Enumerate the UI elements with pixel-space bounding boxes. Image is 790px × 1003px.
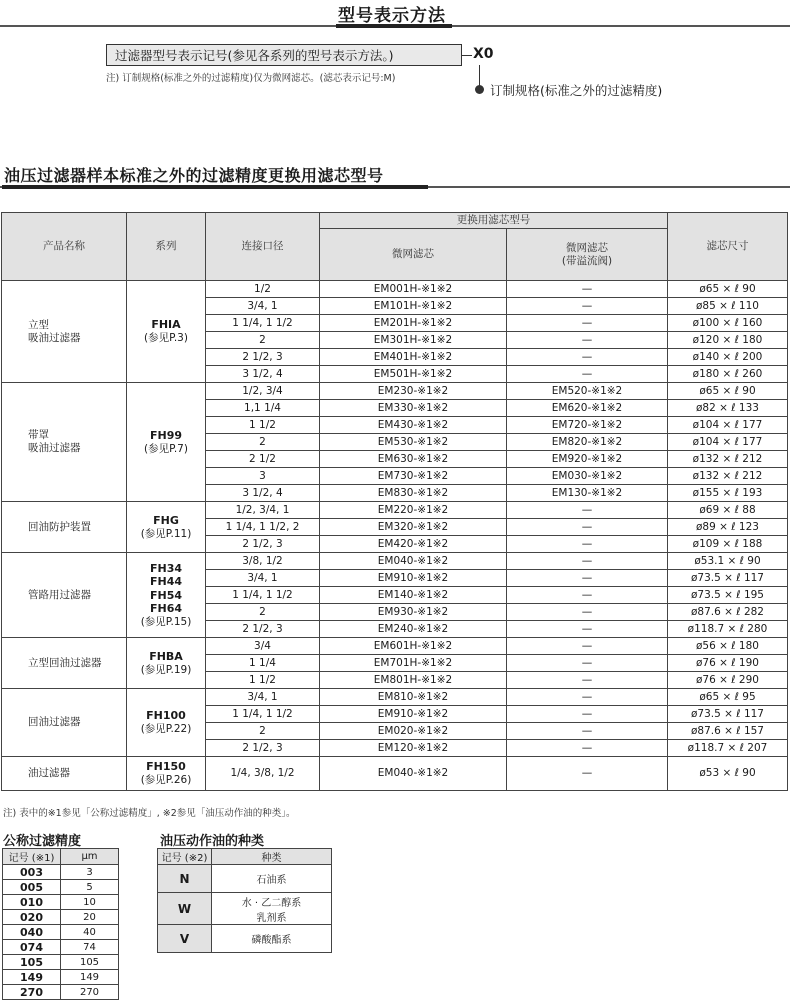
bypass-element-model: — [507, 604, 668, 621]
connector-dash [462, 55, 472, 56]
table-row [3, 940, 119, 955]
oil-code: N [158, 865, 212, 893]
port-size: 1 1/4, 1 1/2 [206, 315, 320, 332]
element-size: ø53 × ℓ 90 [668, 757, 788, 791]
oil-code: V [158, 925, 212, 953]
table-row [158, 865, 332, 893]
micro-element-model: EM501H-※1※2 [320, 366, 507, 383]
table-row [3, 985, 119, 1000]
micro-element-model: EM730-※1※2 [320, 468, 507, 485]
element-size: ø100 × ℓ 160 [668, 315, 788, 332]
element-size: ø65 × ℓ 90 [668, 383, 788, 400]
oil-header-code: 记号 (※2) [158, 849, 212, 865]
element-size: ø132 × ℓ 212 [668, 451, 788, 468]
port-size: 1,1 1/4 [206, 400, 320, 417]
element-size: ø132 × ℓ 212 [668, 468, 788, 485]
element-size: ø76 × ℓ 290 [668, 672, 788, 689]
model-note: 注) 订制规格(标准之外的过滤精度)仅为微网滤芯。(滤芯表示记号:M) [106, 73, 396, 84]
bypass-element-model: — [507, 689, 668, 706]
accuracy-micron: 3 [61, 865, 119, 880]
oil-code: W [158, 893, 212, 925]
port-size: 1 1/2 [206, 672, 320, 689]
page-reference: (参见P.15) [140, 615, 192, 628]
element-size: ø85 × ℓ 110 [668, 298, 788, 315]
col-header-micro-bypass: 微网滤芯 (带溢流阀) [507, 229, 668, 281]
element-size: ø104 × ℓ 177 [668, 434, 788, 451]
micro-element-model: EM020-※1※2 [320, 723, 507, 740]
element-size: ø87.6 × ℓ 157 [668, 723, 788, 740]
micro-element-model: EM801H-※1※2 [320, 672, 507, 689]
table-row [3, 925, 119, 940]
table-row [2, 502, 788, 519]
col-header-size: 滤芯尺寸 [668, 213, 788, 281]
bypass-element-model: — [507, 315, 668, 332]
product-name: 回油过滤器 [2, 689, 127, 757]
element-size: ø65 × ℓ 90 [668, 281, 788, 298]
replacement-element-table [1, 212, 788, 791]
table-row [3, 955, 119, 970]
port-size: 1/4, 3/8, 1/2 [206, 757, 320, 791]
micro-element-model: EM930-※1※2 [320, 604, 507, 621]
port-size: 2 1/2, 3 [206, 740, 320, 757]
bypass-element-model: — [507, 366, 668, 383]
accuracy-micron: 10 [61, 895, 119, 910]
bypass-element-model: — [507, 672, 668, 689]
bypass-element-model: — [507, 757, 668, 791]
element-size: ø180 × ℓ 260 [668, 366, 788, 383]
page-reference: (参见P.11) [140, 527, 192, 540]
col-header-series: 系列 [127, 213, 206, 281]
product-name: 回油防护装置 [2, 502, 127, 553]
table-row [2, 553, 788, 570]
table-row [2, 757, 788, 791]
series-name: FH150 [146, 760, 186, 774]
micro-element-model: EM001H-※1※2 [320, 281, 507, 298]
port-size: 3/4, 1 [206, 298, 320, 315]
table-row [3, 865, 119, 880]
bypass-element-model: EM820-※1※2 [507, 434, 668, 451]
micro-element-model: EM910-※1※2 [320, 570, 507, 587]
table-row [3, 970, 119, 985]
acc-header-code: 记号 (※1) [3, 849, 61, 865]
series-name: FH34 [149, 561, 183, 575]
micro-element-model: EM140-※1※2 [320, 587, 507, 604]
port-size: 3 1/2, 4 [206, 366, 320, 383]
page-reference: (参见P.3) [144, 332, 188, 344]
bypass-element-model: — [507, 298, 668, 315]
accuracy-micron: 5 [61, 880, 119, 895]
bypass-element-model: — [507, 281, 668, 298]
element-size: ø73.5 × ℓ 117 [668, 706, 788, 723]
port-size: 1/2, 3/4 [206, 383, 320, 400]
element-size: ø53.1 × ℓ 90 [668, 553, 788, 570]
element-size: ø73.5 × ℓ 117 [668, 570, 788, 587]
series-cell [127, 502, 206, 553]
micro-element-model: EM040-※1※2 [320, 553, 507, 570]
element-size: ø73.5 × ℓ 195 [668, 587, 788, 604]
port-size: 2 1/2, 3 [206, 621, 320, 638]
accuracy-micron: 105 [61, 955, 119, 970]
bypass-element-model: — [507, 332, 668, 349]
series-name: FH100 [146, 709, 186, 723]
product-name: 带罩 吸油过滤器 [2, 383, 127, 502]
micro-element-model: EM220-※1※2 [320, 502, 507, 519]
accuracy-code: 270 [3, 985, 61, 1000]
port-size: 3 1/2, 4 [206, 485, 320, 502]
series-name: FHBA [149, 649, 183, 663]
port-size: 2 [206, 434, 320, 451]
bypass-element-model: — [507, 723, 668, 740]
table-row [2, 383, 788, 400]
bypass-element-model: — [507, 706, 668, 723]
micro-element-model: EM201H-※1※2 [320, 315, 507, 332]
series-name: FH64 [149, 602, 183, 616]
element-size: ø118.7 × ℓ 280 [668, 621, 788, 638]
micro-element-model: EM101H-※1※2 [320, 298, 507, 315]
series-name: FH54 [149, 588, 183, 602]
port-size: 1 1/4 [206, 655, 320, 672]
product-name: 油过滤器 [2, 757, 127, 791]
oil-type: 水 · 乙二醇系 乳剂系 [212, 893, 332, 925]
element-size: ø118.7 × ℓ 207 [668, 740, 788, 757]
table-row [2, 689, 788, 706]
bypass-element-model: — [507, 621, 668, 638]
bypass-element-model: — [507, 553, 668, 570]
product-name: 立型 吸油过滤器 [2, 281, 127, 383]
oil-type-title: 油压动作油的种类 [160, 834, 265, 849]
accuracy-micron: 20 [61, 910, 119, 925]
bypass-element-model: EM520-※1※2 [507, 383, 668, 400]
oil-type-table [157, 848, 332, 953]
bypass-element-model: EM620-※1※2 [507, 400, 668, 417]
bypass-element-model: — [507, 570, 668, 587]
port-size: 1 1/4, 1 1/2, 2 [206, 519, 320, 536]
micro-element-model: EM240-※1※2 [320, 621, 507, 638]
table-body [2, 281, 788, 791]
element-size: ø82 × ℓ 133 [668, 400, 788, 417]
accuracy-code: 010 [3, 895, 61, 910]
bullet-dot-icon [475, 85, 484, 94]
accuracy-table [2, 848, 119, 1000]
port-size: 1 1/4, 1 1/2 [206, 587, 320, 604]
col-header-replacement: 更换用滤芯型号 [320, 213, 668, 229]
oil-type-body [158, 865, 332, 953]
port-size: 2 1/2, 3 [206, 536, 320, 553]
accuracy-code: 074 [3, 940, 61, 955]
table-note: 注) 表中的※1参见「公称过滤精度」, ※2参见「油压动作油的种类」。 [3, 808, 296, 819]
page-reference: (参见P.7) [144, 442, 188, 455]
oil-type: 磷酸酯系 [212, 925, 332, 953]
page-reference: (参见P.22) [140, 723, 192, 735]
port-size: 1 1/2 [206, 417, 320, 434]
series-name: FHIA [151, 318, 181, 332]
accuracy-code: 105 [3, 955, 61, 970]
port-size: 1 1/4, 1 1/2 [206, 706, 320, 723]
col-header-product: 产品名称 [2, 213, 127, 281]
element-size: ø87.6 × ℓ 282 [668, 604, 788, 621]
bypass-element-model: EM130-※1※2 [507, 485, 668, 502]
bypass-element-model: — [507, 519, 668, 536]
accuracy-code: 149 [3, 970, 61, 985]
port-size: 3/4, 1 [206, 570, 320, 587]
port-size: 2 [206, 723, 320, 740]
bypass-element-model: — [507, 740, 668, 757]
bypass-element-model: EM920-※1※2 [507, 451, 668, 468]
bypass-element-model: — [507, 655, 668, 672]
element-size: ø104 × ℓ 177 [668, 417, 788, 434]
port-size: 2 1/2, 3 [206, 349, 320, 366]
table-row [3, 910, 119, 925]
port-size: 3/4 [206, 638, 320, 655]
port-size: 2 [206, 332, 320, 349]
section-title: 型号表示方法 [338, 6, 446, 26]
series-name: FH44 [149, 575, 183, 589]
accuracy-code: 020 [3, 910, 61, 925]
page-reference: (参见P.26) [140, 774, 192, 786]
element-size: ø120 × ℓ 180 [668, 332, 788, 349]
series-cell [127, 281, 206, 383]
series-name: FHG [153, 513, 179, 527]
element-size: ø76 × ℓ 190 [668, 655, 788, 672]
bypass-element-model: EM720-※1※2 [507, 417, 668, 434]
table-row [3, 880, 119, 895]
port-size: 3/4, 1 [206, 689, 320, 706]
element-size: ø109 × ℓ 188 [668, 536, 788, 553]
bypass-element-model: — [507, 502, 668, 519]
micro-element-model: EM320-※1※2 [320, 519, 507, 536]
suffix-code: X0 [473, 46, 494, 62]
series-cell [127, 638, 206, 689]
element-size: ø65 × ℓ 95 [668, 689, 788, 706]
oil-header-type: 种类 [212, 849, 332, 865]
accuracy-micron: 149 [61, 970, 119, 985]
micro-element-model: EM530-※1※2 [320, 434, 507, 451]
accuracy-body [3, 865, 119, 1000]
port-size: 3 [206, 468, 320, 485]
series-cell [127, 383, 206, 502]
series-cell [127, 689, 206, 757]
micro-element-model: EM040-※1※2 [320, 757, 507, 791]
model-notation-box: 过滤器型号表示记号(参见各系列的型号表示方法。) [106, 44, 462, 66]
col-header-port: 连接口径 [206, 213, 320, 281]
micro-element-model: EM330-※1※2 [320, 400, 507, 417]
element-size: ø56 × ℓ 180 [668, 638, 788, 655]
table-row [3, 895, 119, 910]
table-row [158, 893, 332, 925]
section-title: 油压过滤器样本标准之外的过滤精度更换用滤芯型号 [4, 166, 384, 185]
accuracy-code: 040 [3, 925, 61, 940]
accuracy-micron: 74 [61, 940, 119, 955]
port-size: 1/2, 3/4, 1 [206, 502, 320, 519]
micro-element-model: EM701H-※1※2 [320, 655, 507, 672]
bypass-element-model: — [507, 349, 668, 366]
product-name: 管路用过滤器 [2, 553, 127, 638]
micro-element-model: EM120-※1※2 [320, 740, 507, 757]
accuracy-title: 公称过滤精度 [3, 834, 82, 849]
series-cell [127, 553, 206, 638]
micro-element-model: EM630-※1※2 [320, 451, 507, 468]
micro-element-model: EM430-※1※2 [320, 417, 507, 434]
bypass-element-model: — [507, 536, 668, 553]
port-size: 2 [206, 604, 320, 621]
micro-element-model: EM401H-※1※2 [320, 349, 507, 366]
element-size: ø89 × ℓ 123 [668, 519, 788, 536]
micro-element-model: EM420-※1※2 [320, 536, 507, 553]
element-size: ø69 × ℓ 88 [668, 502, 788, 519]
port-size: 3/8, 1/2 [206, 553, 320, 570]
micro-element-model: EM830-※1※2 [320, 485, 507, 502]
micro-element-model: EM910-※1※2 [320, 706, 507, 723]
product-name: 立型回油过滤器 [2, 638, 127, 689]
series-cell [127, 757, 206, 791]
section-model-notation-header [0, 0, 790, 28]
accuracy-code: 005 [3, 880, 61, 895]
micro-element-model: EM301H-※1※2 [320, 332, 507, 349]
oil-type: 石油系 [212, 865, 332, 893]
port-size: 2 1/2 [206, 451, 320, 468]
micro-element-model: EM230-※1※2 [320, 383, 507, 400]
bypass-element-model: — [507, 587, 668, 604]
col-header-micro: 微网滤芯 [320, 229, 507, 281]
suffix-description: 订制规格(标准之外的过滤精度) [490, 83, 663, 98]
table-row [158, 925, 332, 953]
element-size: ø155 × ℓ 193 [668, 485, 788, 502]
port-size: 1/2 [206, 281, 320, 298]
series-name: FH99 [149, 428, 183, 442]
table-row [2, 638, 788, 655]
micro-element-model: EM810-※1※2 [320, 689, 507, 706]
page-reference: (参见P.19) [140, 663, 192, 676]
accuracy-micron: 40 [61, 925, 119, 940]
table-row [2, 281, 788, 298]
section-replacement-element-header [0, 160, 790, 190]
acc-header-um: μm [61, 849, 119, 865]
element-size: ø140 × ℓ 200 [668, 349, 788, 366]
accuracy-code: 003 [3, 865, 61, 880]
bypass-element-model: — [507, 638, 668, 655]
bypass-element-model: EM030-※1※2 [507, 468, 668, 485]
accuracy-micron: 270 [61, 985, 119, 1000]
micro-element-model: EM601H-※1※2 [320, 638, 507, 655]
